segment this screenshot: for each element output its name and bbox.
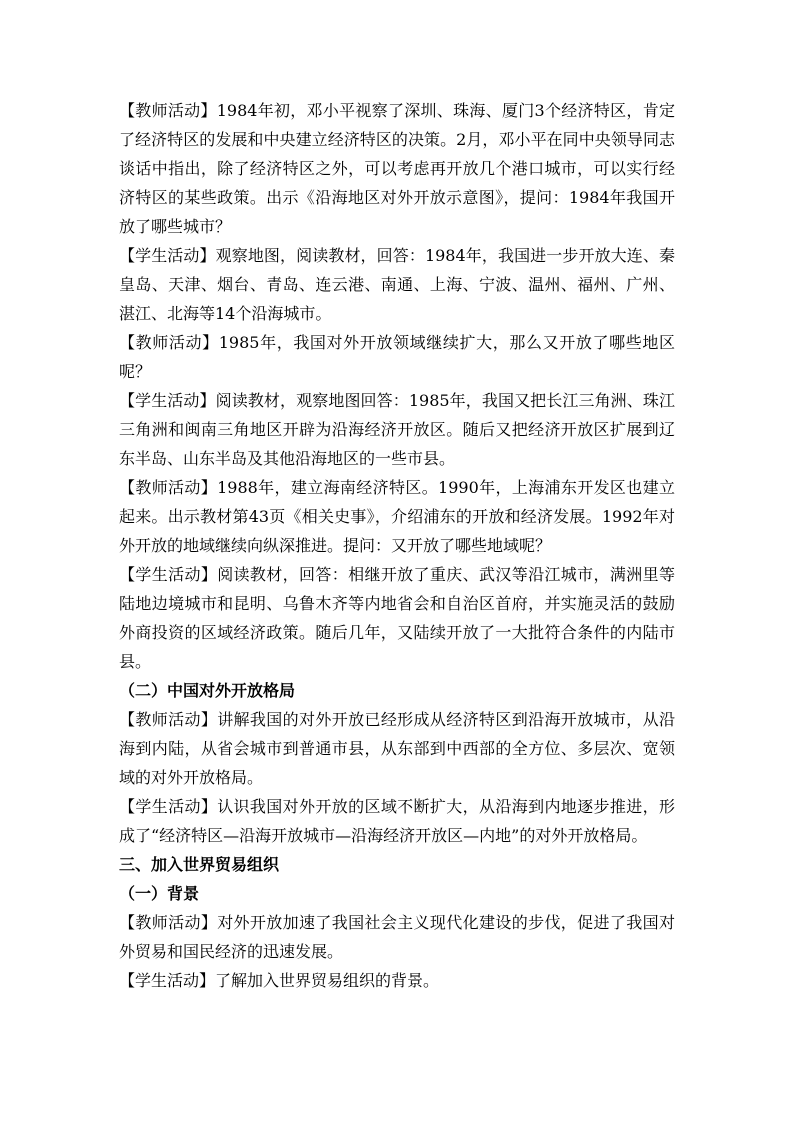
paragraph-3	[119, 328, 675, 386]
paragraph-text: 阅读教材，观察地图回答：1985年，我国又把长江三角洲、珠江三角洲和闽南三角地区开辟为沿海经济开放区。随后又把经济开放区扩展到辽东半岛、山东半岛及其他沿海地区的一些市县。	[119, 391, 675, 468]
paragraph-text: 阅读教材，回答：相继开放了重庆、武汉等沿江城市，满洲里等陆地边境城市和昆明、乌鲁木齐等内地省会和自治区首府，并实施灵活的鼓励外商投资的区域经济政策。随后几年，又陆续开放了一大批符合条件的内陆市县。	[119, 565, 675, 671]
paragraph-text: 观察地图，阅读教材，回答：1984年，我国进一步开放大连、秦皇岛、天津、烟台、青岛、连云港、南通、上海、宁波、温州、福州、广州、湛江、北海等14个沿海城市。	[119, 246, 675, 323]
paragraph-4	[119, 386, 675, 473]
paragraph-9	[119, 908, 675, 966]
paragraph-text: 对外开放加速了我国社会主义现代化建设的步伐，促进了我国对外贸易和国民经济的迅速发展。	[119, 913, 675, 961]
paragraph-1	[119, 96, 675, 241]
document-page	[119, 96, 675, 995]
paragraph-5	[119, 473, 675, 560]
role-label: 【教师活动】	[119, 710, 218, 729]
role-label: 【学生活动】	[119, 391, 216, 410]
paragraph-text: 1988年，建立海南经济特区。1990年，上海浦东开发区也建立起来。出示教材第43页《相关史事》，介绍浦东的开放和经济发展。1992年对外开放的地域继续向纵深推进。提问：又开放了哪些地域呢？	[119, 478, 675, 555]
section-heading-opening-pattern: （二）中国对外开放格局	[119, 681, 296, 700]
role-label: 【学生活动】	[119, 565, 218, 584]
role-label: 【教师活动】	[119, 478, 218, 497]
role-label: 【学生活动】	[119, 971, 216, 990]
paragraph-text: 1984年初，邓小平视察了深圳、珠海、厦门3个经济特区，肯定了经济特区的发展和中央建立经济特区的决策。2月，邓小平在同中央领导同志谈话中指出，除了经济特区之外，可以考虑再开放几个港口城市，可以实行经济特区的某些政策。出示《沿海地区对外开放示意图》，提问：1984年我国开放了哪些城市？	[119, 101, 675, 236]
subsection-heading-background: （一）背景	[119, 884, 200, 903]
paragraph-6	[119, 560, 675, 676]
paragraph-8	[119, 792, 675, 850]
role-label: 【教师活动】	[119, 333, 219, 352]
paragraph-10	[119, 966, 675, 995]
section-heading-wto: 三、加入世界贸易组织	[119, 855, 280, 874]
paragraph-text: 认识我国对外开放的区域不断扩大，从沿海到内地逐步推进，形成了“经济特区—沿海开放城市—沿海经济开放区—内地”的对外开放格局。	[119, 797, 675, 845]
paragraph-text: 了解加入世界贸易组织的背景。	[215, 971, 440, 990]
role-label: 【教师活动】	[119, 101, 217, 120]
paragraph-text: 讲解我国的对外开放已经形成从经济特区到沿海开放城市，从沿海到内陆，从省会城市到普通市县，从东部到中西部的全方位、多层次、宽领域的对外开放格局。	[119, 710, 675, 787]
role-label: 【学生活动】	[119, 797, 218, 816]
paragraph-2	[119, 241, 675, 328]
role-label: 【学生活动】	[119, 246, 216, 265]
paragraph-7	[119, 705, 675, 792]
paragraph-text: 1985年，我国对外开放领域继续扩大，那么又开放了哪些地区呢？	[119, 333, 675, 381]
role-label: 【教师活动】	[119, 913, 218, 932]
